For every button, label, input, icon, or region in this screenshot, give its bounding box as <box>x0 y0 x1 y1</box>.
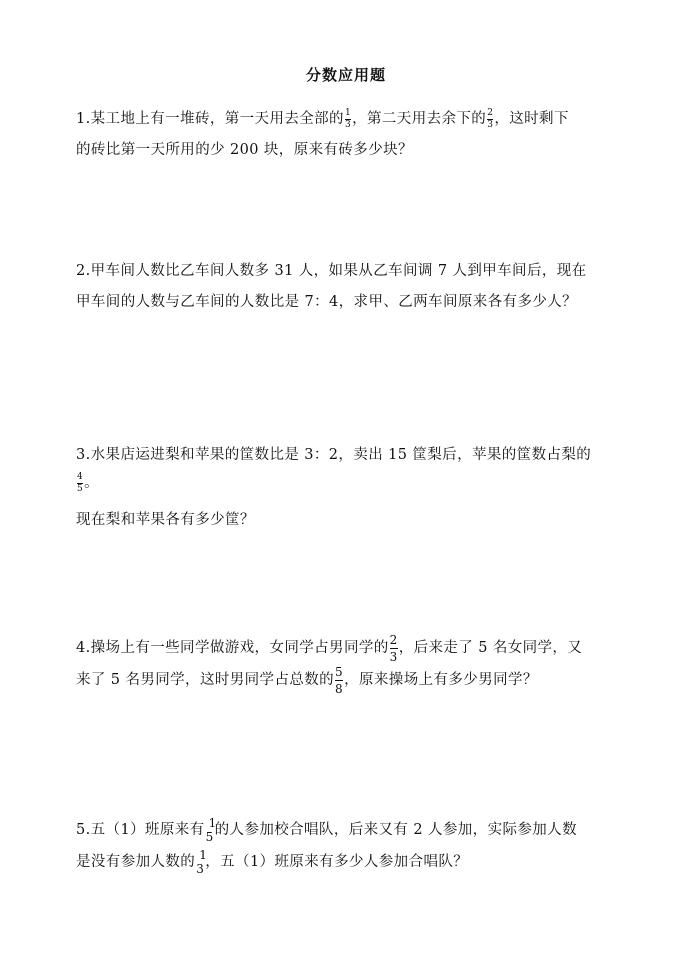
problem-2-line-2: 甲车间的人数与乙车间的人数比是 7：4，求甲、乙两车间原来各有多少人？ <box>76 294 578 310</box>
problem-2 <box>76 256 621 318</box>
problem-number: 5. <box>76 822 91 838</box>
problem-text: 的人参加校合唱队，后来又有 2 人参加，实际参加人数 <box>214 822 577 838</box>
fraction-numerator: 1 <box>344 107 352 118</box>
problem-2-line-1 <box>76 256 621 287</box>
fraction-numerator: 2 <box>389 632 398 647</box>
problem-text: 甲车间人数比乙车间人数多 31 人，如果从乙车间调 7 人到甲车间后，现在 <box>90 263 587 279</box>
fraction-denominator: 3 <box>196 862 205 876</box>
problem-text: 五（1）班原来有 <box>90 822 205 838</box>
problem-1-line-2: 的砖比第一天所用的少 200 块，原来有砖多少块？ <box>76 142 413 158</box>
fraction-numerator: 1 <box>208 816 217 830</box>
problem-text: 水果店运进梨和苹果的筐数比是 3：2，卖出 15 筐梨后，苹果的筐数占梨的 <box>90 447 592 463</box>
fraction-bar <box>390 648 398 649</box>
problem-3-line-3: 现在梨和苹果各有多少筐？ <box>76 512 255 528</box>
problem-number: 4. <box>76 640 91 656</box>
fraction <box>345 109 351 130</box>
fraction <box>390 634 398 663</box>
fraction-denominator: 3 <box>389 649 398 664</box>
fraction-bar <box>335 680 343 681</box>
problem-number: 2. <box>76 263 91 279</box>
problem-text: ，第二天用去余下的 <box>352 111 487 127</box>
problem-3 <box>76 440 621 536</box>
page-title: 分数应用题 <box>305 66 386 84</box>
fraction-denominator: 3 <box>487 119 494 130</box>
fraction <box>77 473 83 494</box>
fraction-numerator: 5 <box>335 664 344 679</box>
fraction <box>196 848 208 876</box>
fraction-denominator: 5 <box>205 830 214 844</box>
problem-text: 操场上有一些同学做游戏，女同学占男同学的 <box>90 640 389 656</box>
fraction-numerator: 2 <box>487 107 494 118</box>
problem-text: 来了 5 名男同学，这时男同学占总数的 <box>76 672 335 688</box>
fraction <box>205 816 217 844</box>
problem-1-line-1 <box>76 104 621 135</box>
fraction <box>335 666 343 695</box>
problem-text: 是没有参加人数的 <box>76 854 196 870</box>
fraction-denominator: 8 <box>335 681 344 696</box>
problem-text: ，后来走了 5 名女同学，又 <box>398 640 583 656</box>
problem-3-line-2 <box>76 471 621 495</box>
problem-5 <box>76 814 621 878</box>
fraction-denominator: 5 <box>77 483 84 494</box>
fraction-denominator: 3 <box>344 119 352 130</box>
problem-5-line-2 <box>76 846 621 878</box>
fraction-numerator: 1 <box>199 848 208 862</box>
problem-text: ，五（1）班原来有多少人参加合唱队？ <box>205 854 469 870</box>
problem-5-line-1 <box>76 814 621 846</box>
problem-text: ，原来操场上有多少男同学？ <box>344 672 538 688</box>
fraction-numerator: 4 <box>77 471 84 482</box>
fraction <box>487 109 493 130</box>
problem-1 <box>76 104 621 166</box>
problem-number: 3. <box>76 447 91 463</box>
problem-text: ，这时剩下 <box>494 111 569 127</box>
problem-text: 某工地上有一堆砖，第一天用去全部的 <box>90 111 344 127</box>
problem-3-line-1 <box>76 440 621 471</box>
problem-text: 。 <box>84 475 100 491</box>
problem-4-line-1 <box>76 632 621 664</box>
problem-number: 1. <box>76 111 91 127</box>
problem-4 <box>76 632 621 696</box>
problem-4-line-2 <box>76 664 621 696</box>
